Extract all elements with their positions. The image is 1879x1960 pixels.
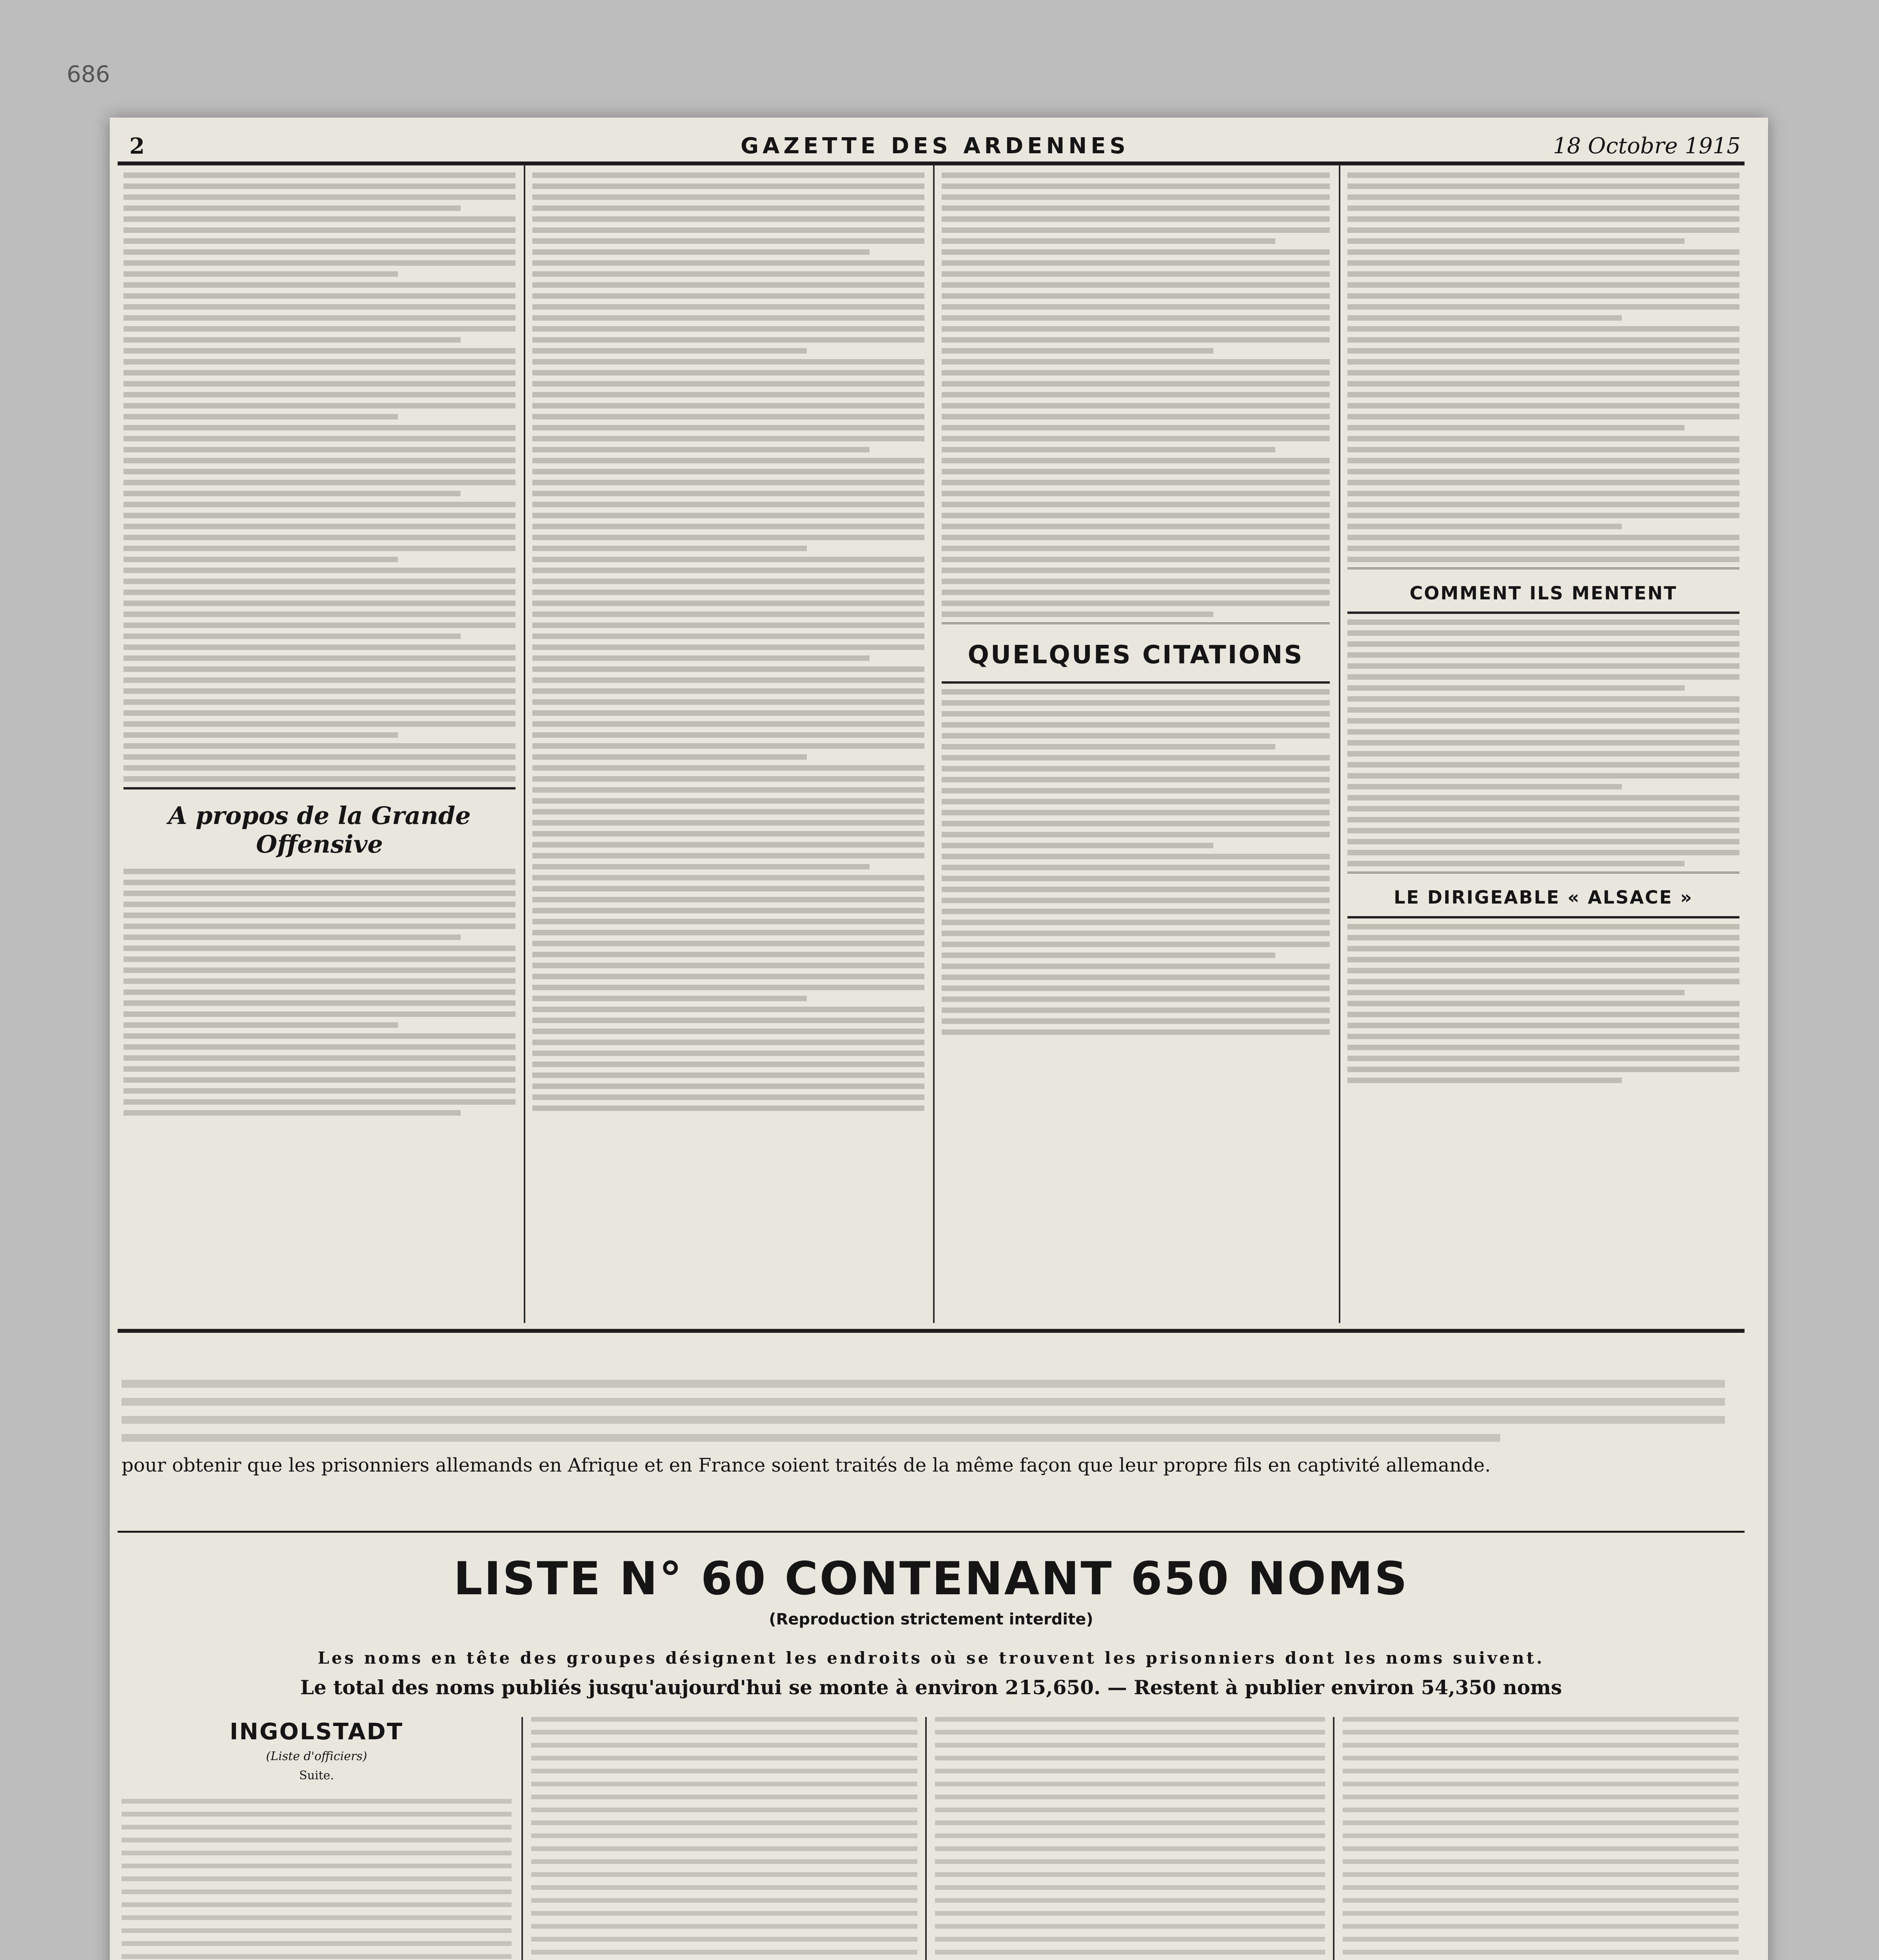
section-rule bbox=[1347, 916, 1739, 918]
names-column-3 bbox=[935, 1717, 1325, 1960]
header-rule bbox=[118, 162, 1745, 165]
column-2 bbox=[532, 172, 924, 1116]
editorial-notice bbox=[122, 1380, 1725, 1486]
list-top-rule bbox=[118, 1531, 1745, 1533]
page-header bbox=[129, 129, 1741, 165]
apropos-text bbox=[123, 869, 516, 1116]
names-column-4 bbox=[1343, 1717, 1739, 1960]
names-column-2 bbox=[531, 1717, 917, 1960]
camp-ingolstadt-subtitle: (Liste d'officiers) bbox=[266, 1749, 367, 1764]
section-title-dirigeable: LE DIRIGEABLE « ALSACE » bbox=[1394, 887, 1693, 908]
list-explanation: Les noms en tête des groupes désignent les endroits où se trouvent les prisonniers dont les noms suivent. bbox=[318, 1648, 1545, 1668]
communiques-block bbox=[123, 172, 516, 782]
names-column-1 bbox=[122, 1717, 512, 1960]
list-title: LISTE N° 60 CONTENANT 650 NOMS bbox=[453, 1552, 1409, 1605]
notice-top-rule bbox=[118, 1329, 1745, 1333]
column-4-text bbox=[1347, 172, 1739, 562]
section-rule bbox=[123, 787, 516, 789]
column-3 bbox=[942, 172, 1330, 1040]
notice-line-2: pour obtenir que les prisonniers allemands en Afrique et en France soient traités de la même façon que leur propre fils en captivité allemande. bbox=[122, 1454, 1491, 1476]
masthead: GAZETTE DES ARDENNES bbox=[741, 133, 1129, 159]
dirigeable-text bbox=[1347, 924, 1739, 1083]
column-divider bbox=[524, 165, 525, 1323]
section-title-citations: QUELQUES CITATIONS bbox=[968, 641, 1304, 670]
section-title-apropos: A propos de la Grande Offensive bbox=[168, 801, 471, 859]
mentent-text bbox=[1347, 619, 1739, 866]
citations-text bbox=[942, 689, 1330, 1035]
camp-ingolstadt-title: INGOLSTADT bbox=[229, 1718, 404, 1745]
column-divider bbox=[925, 1717, 927, 1960]
section-rule bbox=[1347, 612, 1739, 614]
page-number: 2 bbox=[129, 133, 145, 159]
section-rule bbox=[1347, 872, 1739, 876]
column-3-text bbox=[942, 172, 1330, 617]
column-4 bbox=[1347, 172, 1739, 1089]
camp-ingolstadt-suite: Suite. bbox=[299, 1769, 334, 1783]
section-title-mentent: COMMENT ILS MENTENT bbox=[1409, 583, 1677, 604]
archive-annotation: 686 bbox=[67, 61, 110, 87]
column-2-text bbox=[532, 172, 924, 1111]
section-rule bbox=[1347, 568, 1739, 572]
list-subtitle: (Reproduction strictement interdite) bbox=[769, 1610, 1093, 1628]
column-divider bbox=[1333, 1717, 1334, 1960]
section-rule bbox=[942, 622, 1330, 626]
issue-date: 18 Octobre 1915 bbox=[1553, 133, 1741, 159]
column-divider bbox=[933, 165, 935, 1323]
column-divider bbox=[521, 1717, 523, 1960]
column-1 bbox=[123, 172, 516, 1121]
section-rule bbox=[942, 681, 1330, 684]
notice-line-1-placeholder bbox=[122, 1380, 1725, 1442]
list-total: Le total des noms publiés jusqu'aujourd'hui se monte à environ 215,650. — Restent à publier environ 54,350 noms bbox=[300, 1676, 1562, 1699]
column-divider bbox=[1339, 165, 1340, 1323]
